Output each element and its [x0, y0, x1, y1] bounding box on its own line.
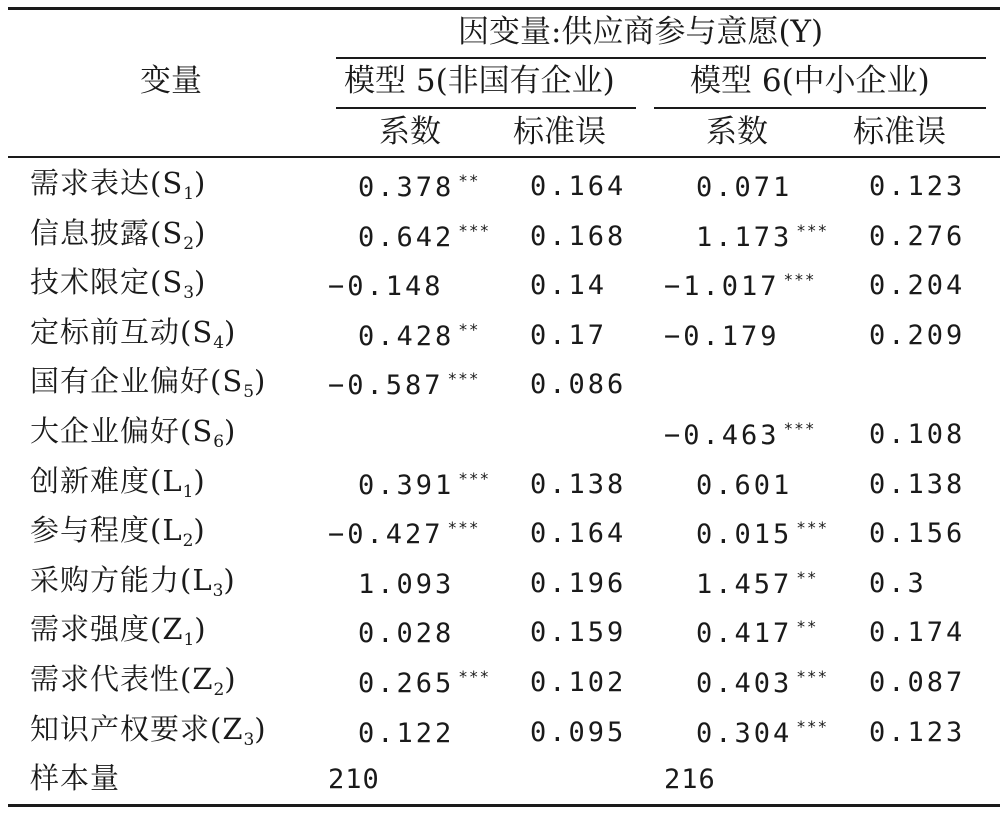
significance-stars: ***: [796, 518, 829, 538]
row-label: 技术限定$(S_3)$: [30, 265, 207, 304]
model5-header: 模型 5(非国有企业): [344, 63, 615, 99]
model6-coef: −0.463 ***: [664, 419, 816, 451]
row-label: 国有企业偏好$(S_5)$: [30, 364, 267, 403]
dependent-variable-header: 因变量:供应商参与意愿(Y): [458, 14, 824, 50]
sample-size-model6: 216: [664, 764, 716, 795]
model6-coef: 0.304 ***: [696, 716, 829, 749]
model6-se: 0.204: [869, 270, 966, 302]
model5-coef: 0.391 ***: [358, 468, 491, 501]
row-label: 需求代表性$(Z_2)$: [30, 662, 237, 700]
model5-coef: 0.428 **: [358, 319, 480, 352]
model5-coef: [358, 421, 362, 449]
model6-se: 0.108: [869, 419, 966, 450]
variable-header: 变量: [140, 63, 202, 99]
model5-se: 0.138: [530, 468, 627, 500]
model6-coef: 1.173 ***: [696, 220, 829, 253]
model6-se: 0.087: [869, 667, 966, 698]
model6-coef: 1.457 **: [696, 567, 818, 600]
significance-stars: ***: [458, 468, 491, 488]
significance-stars: **: [796, 617, 818, 637]
model5-se: 0.17: [530, 319, 608, 351]
row-label: 信息披露$(S_2)$: [30, 215, 207, 254]
row-label: 采购方能力$(L_3)$: [30, 562, 236, 601]
row-label: 需求表达$(S_1)$: [30, 166, 207, 204]
model5-se: 0.159: [530, 617, 627, 649]
model5-coef: 1.093: [358, 568, 455, 600]
model6-se: 0.3: [869, 567, 927, 599]
significance-stars: **: [458, 319, 480, 339]
model5-coef: 0.642 ***: [358, 220, 491, 253]
top-rule: [8, 7, 1000, 10]
model6-se-header: 标准误: [853, 114, 946, 150]
model6-coef: −0.179: [664, 320, 780, 352]
significance-stars: ***: [458, 667, 491, 686]
model6-coef: 0.071: [696, 172, 793, 203]
significance-stars: **: [458, 171, 480, 190]
model6-coef: [696, 371, 700, 399]
model6-se: 0.174: [869, 617, 966, 649]
significance-stars: ***: [796, 716, 829, 736]
model6-coef-header: 系数: [706, 114, 768, 150]
bottom-rule: [8, 804, 1000, 807]
row-label: 定标前互动$(S_4)$: [30, 314, 237, 353]
model5-se: 0.14: [530, 270, 608, 302]
model5-se-header: 标准误: [513, 114, 606, 150]
model6-rule: [654, 107, 986, 109]
significance-stars: ***: [458, 220, 491, 240]
model6-se: 0.123: [869, 171, 966, 202]
significance-stars: ***: [783, 270, 816, 290]
significance-stars: ***: [447, 518, 480, 538]
model5-coef: −0.587 ***: [328, 369, 480, 402]
model5-se: 0.102: [530, 667, 627, 698]
model6-coef: −1.017 ***: [664, 270, 816, 303]
row-label: 大企业偏好$(S_6)$: [30, 414, 237, 452]
significance-stars: ***: [783, 419, 816, 438]
model5-se: 0.196: [530, 567, 627, 599]
row-label: 知识产权要求$(Z_3)$: [30, 711, 267, 750]
model5-se: 0.164: [530, 518, 627, 550]
model5-coef: 0.378 **: [358, 171, 480, 203]
model6-se: 0.276: [869, 220, 966, 252]
model6-header: 模型 6(中小企业): [690, 63, 930, 99]
model5-coef: 0.028: [358, 618, 455, 650]
significance-stars: ***: [447, 369, 480, 389]
model5-se: 0.164: [530, 171, 627, 202]
model5-se: 0.168: [530, 220, 627, 252]
model6-coef: 0.403 ***: [696, 667, 829, 699]
model6-coef: 0.417 **: [696, 617, 818, 650]
sample-size-label: 样本量: [30, 761, 121, 795]
row-label: 参与程度$(L_2)$: [30, 513, 206, 552]
row-label: 创新难度$(L_1)$: [30, 463, 206, 502]
model5-underline: [336, 57, 986, 59]
model6-coef: 0.015 ***: [696, 518, 829, 551]
significance-stars: ***: [796, 667, 829, 686]
model5-rule: [336, 107, 636, 109]
significance-stars: **: [796, 567, 818, 587]
header-bottom-rule: [8, 156, 1000, 158]
model5-coef: 0.122: [358, 717, 455, 749]
model6-se: 0.123: [869, 716, 966, 748]
model5-coef-header: 系数: [379, 114, 441, 150]
significance-stars: ***: [796, 220, 829, 240]
model5-coef: −0.427 ***: [328, 518, 480, 551]
model5-coef: 0.265 ***: [358, 667, 491, 699]
model5-se: 0.086: [530, 369, 627, 401]
model6-se: 0.209: [869, 319, 966, 351]
sample-size-model5: 210: [328, 764, 380, 795]
model5-coef: −0.148: [328, 271, 444, 303]
model6-se: 0.156: [869, 518, 966, 550]
model6-se: 0.138: [869, 468, 966, 500]
model6-coef: 0.601: [696, 469, 793, 501]
model5-se: 0.095: [530, 716, 627, 748]
row-label: 需求强度$(Z_1)$: [30, 612, 207, 651]
